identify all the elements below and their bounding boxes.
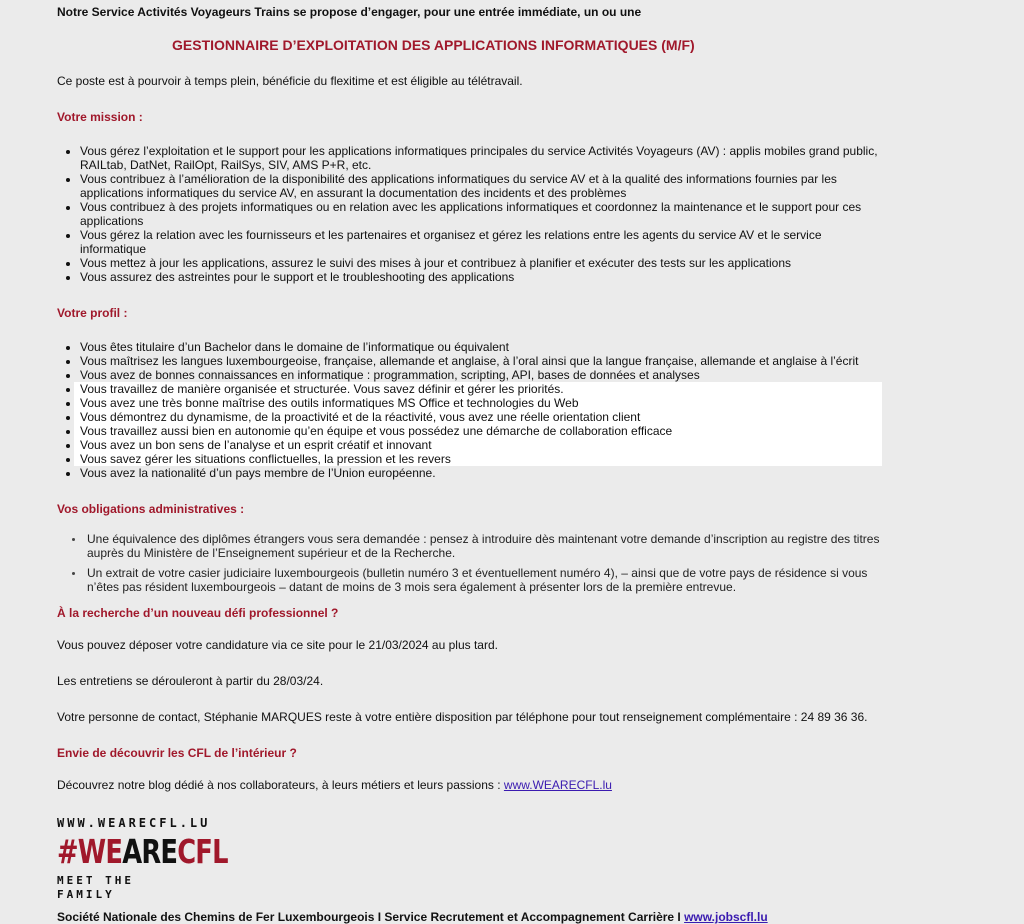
admin-list (57, 532, 887, 594)
list-item: • Vous travaillez de manière organisée et structurée. Vous savez définir et gérer les priorités. (80, 382, 880, 396)
list-item: Un extrait de votre casier judiciaire luxembourgeois (bulletin numéro 3 et éventuellement numéro 4), – ainsi que de votre pays de résidence si vous n’êtes pas résident luxembourgeois – datant de moins de 3 mois sera également à présenter lors de la première entrevue. (87, 566, 887, 594)
admin-heading: Vos obligations administratives : (57, 502, 245, 516)
footer (57, 910, 1024, 924)
mission-heading: Votre mission : (57, 110, 143, 124)
contact-phone: 24 89 36 36. (800, 710, 868, 724)
logo-tagline: MEET THE FAMILY (57, 874, 134, 901)
list-item: Une équivalence des diplômes étrangers vous sera demandée : pensez à introduire dès maintenant votre demande d’inscription au registre des titres auprès du Ministère de l’Enseignement supérieur et de la Recherche. (87, 532, 887, 560)
lead-text: Ce poste est à pourvoir à temps plein, bénéficie du flexitime et est éligible au télétravail. (57, 74, 523, 88)
list-item: • Vous avez la nationalité d’un pays membre de l’Union européenne. (80, 466, 880, 480)
list-item: • Vous mettez à jour les applications, assurez le suivi des mises à jour et contribuez à planifier et exécuter des tests sur les applications (80, 256, 880, 270)
logo-are: ARE (122, 832, 178, 871)
interviews-text: Les entretiens se dérouleront à partir du 28/03/24. (57, 674, 324, 688)
logo-cfl: CFL (177, 832, 228, 871)
list-item: • Vous démontrez du dynamisme, de la proactivité et de la réactivité, vous avez une réelle orientation client (80, 410, 880, 424)
footer-text: Société Nationale des Chemins de Fer Luxembourgeois I Service Recrutement et Accompagnement Carrière I (57, 910, 685, 924)
deadline-text: Vous pouvez déposer votre candidature via ce site pour le 21/03/2024 au plus tard. (57, 638, 498, 652)
logo-wordmark (57, 832, 228, 871)
list-item: • Vous avez de bonnes connaissances en informatique : programmation, scripting, API, bases de données et analyses (80, 368, 880, 382)
list-item: • Vous êtes titulaire d’un Bachelor dans le domaine de l’informatique ou équivalent (80, 340, 880, 354)
discover-heading: Envie de découvrir les CFL de l’intérieur ? (57, 746, 297, 760)
intro-text: Notre Service Activités Voyageurs Trains se propose d’engager, pour une entrée immédiate, un ou une (57, 5, 642, 19)
mission-list (57, 144, 880, 284)
wearecfl-link[interactable]: www.WEARECFL.lu (503, 778, 612, 792)
discover-text (57, 778, 1024, 792)
list-item: • Vous contribuez à l’amélioration de la disponibilité des applications informatiques du service AV et à la qualité des informations fournies par les applications informatiques du service AV, en assurant la documentation des incidents et des problèmes (80, 172, 880, 200)
challenge-heading: À la recherche d’un nouveau défi professionnel ? (57, 606, 339, 620)
profile-list (57, 340, 880, 480)
list-item: • Vous maîtrisez les langues luxembourgeoise, française, allemande et anglaise, à l’oral ainsi que la langue française, allemande et anglaise à l’écrit (80, 354, 880, 368)
wearecfl-logo (57, 816, 228, 901)
profile-section (57, 340, 1024, 480)
list-item: • Vous travaillez aussi bien en autonomie qu’en équipe et vous possédez une démarche de collaboration efficace (80, 424, 880, 438)
logo-url: WWW.WEARECFL.LU (57, 816, 211, 830)
list-item: • Vous assurez des astreintes pour le support et le troubleshooting des applications (80, 270, 880, 284)
list-item: • Vous gérez l’exploitation et le support pour les applications informatiques principales du service Activités Voyageurs (AV) : applis mobiles grand public, RAILtab, DatNet, RailOpt, RailSys, SIV, AMS P+R, etc. (80, 144, 880, 172)
list-item: • Vous gérez la relation avec les fournisseurs et les partenaires et organisez et gérez les relations entre les agents du service AV et le service informatique (80, 228, 880, 256)
contact-text (57, 710, 1024, 724)
jobscfl-link[interactable]: www.jobscfl.lu (684, 910, 768, 924)
profile-heading: Votre profil : (57, 306, 128, 320)
discover-label: Découvrez notre blog dédié à nos collaborateurs, à leurs métiers et leurs passions : (57, 778, 504, 792)
logo-hash-we: #WE (57, 832, 123, 871)
list-item: • Vous savez gérer les situations conflictuelles, la pression et les revers (80, 452, 880, 466)
list-item: • Vous contribuez à des projets informatiques ou en relation avec les applications informatiques et coordonnez la maintenance et le support pour ces applications (80, 200, 880, 228)
job-title: GESTIONNAIRE D’EXPLOITATION DES APPLICATIONS INFORMATIQUES (M/F) (172, 37, 695, 53)
list-item: • Vous avez une très bonne maîtrise des outils informatiques MS Office et technologies du Web (80, 396, 880, 410)
list-item: • Vous avez un bon sens de l’analyse et un esprit créatif et innovant (80, 438, 880, 452)
contact-label: Votre personne de contact, Stéphanie MARQUES reste à votre entière disposition par téléphone pour tout renseignement complémentaire : (57, 710, 801, 724)
